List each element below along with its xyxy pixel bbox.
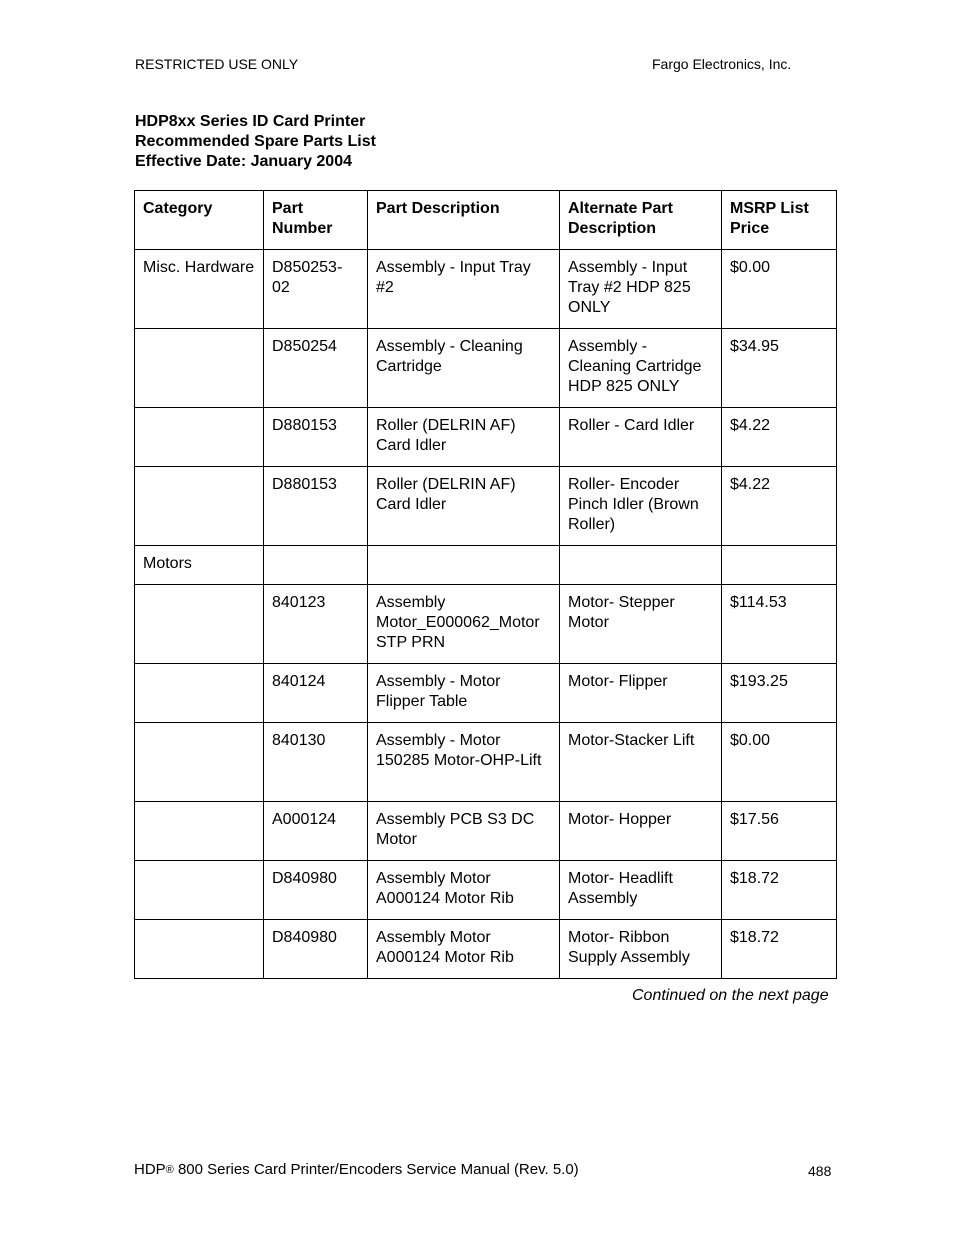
cell-msrp-price: $0.00: [722, 250, 837, 329]
cell-category: [135, 664, 264, 723]
cell-part-description: Roller (DELRIN AF) Card Idler: [368, 408, 560, 467]
footer-manual-name: 800 Series Card Printer/Encoders Service Manual (Rev. 5.0): [173, 1161, 579, 1178]
table-row: [135, 250, 837, 329]
cell-part-description: Assembly Motor A000124 Motor Rib: [368, 861, 560, 920]
title-line-1: HDP8xx Series ID Card Printer: [135, 113, 366, 130]
cell-part-description: Assembly - Input Tray #2: [368, 250, 560, 329]
cell-part-description: Assembly - Motor Flipper Table: [368, 664, 560, 723]
cell-part-number: A000124: [264, 802, 368, 861]
cell-category: [135, 408, 264, 467]
document-title-block: [135, 112, 376, 172]
column-header-part-number: Part Number: [264, 191, 368, 250]
cell-part-description: Assembly Motor A000124 Motor Rib: [368, 920, 560, 979]
page-number: 488: [808, 1163, 832, 1179]
cell-category: [135, 861, 264, 920]
footer-brand: HDP: [134, 1161, 166, 1178]
cell-msrp-price: $0.00: [722, 723, 837, 802]
cell-alternate-description: Motor- Flipper: [560, 664, 722, 723]
cell-msrp-price: $34.95: [722, 329, 837, 408]
cell-alternate-description: Motor- Stepper Motor: [560, 585, 722, 664]
cell-alternate-description: [560, 546, 722, 585]
cell-msrp-price: [722, 546, 837, 585]
cell-part-number: D840980: [264, 920, 368, 979]
column-header-alternate-description: Alternate Part Description: [560, 191, 722, 250]
cell-part-number: 840124: [264, 664, 368, 723]
cell-msrp-price: $18.72: [722, 861, 837, 920]
title-line-3: Effective Date: January 2004: [135, 153, 352, 170]
header-company-name: Fargo Electronics, Inc.: [652, 56, 792, 72]
cell-category: [135, 723, 264, 802]
cell-part-number: D850253-02: [264, 250, 368, 329]
table-header-row: [135, 191, 837, 250]
cell-part-number: 840123: [264, 585, 368, 664]
cell-msrp-price: $4.22: [722, 408, 837, 467]
cell-part-number: 840130: [264, 723, 368, 802]
table-row: [135, 802, 837, 861]
cell-msrp-price: $4.22: [722, 467, 837, 546]
cell-category: [135, 802, 264, 861]
cell-part-description: Assembly - Motor 150285 Motor-OHP-Lift: [368, 723, 560, 802]
cell-category: [135, 467, 264, 546]
table-row: [135, 920, 837, 979]
cell-msrp-price: $193.25: [722, 664, 837, 723]
table-row: [135, 664, 837, 723]
spare-parts-table: [134, 190, 837, 979]
continued-note: Continued on the next page: [632, 987, 829, 1004]
registered-mark: ®: [165, 1164, 174, 1176]
cell-part-number: [264, 546, 368, 585]
cell-part-description: Roller (DELRIN AF) Card Idler: [368, 467, 560, 546]
cell-part-number: D850254: [264, 329, 368, 408]
cell-part-description: [368, 546, 560, 585]
cell-alternate-description: Assembly - Input Tray #2 HDP 825 ONLY: [560, 250, 722, 329]
cell-alternate-description: Motor-Stacker Lift: [560, 723, 722, 802]
cell-category: [135, 329, 264, 408]
table-row: [135, 546, 837, 585]
footer-manual-title: [134, 1161, 579, 1178]
table-row: [135, 329, 837, 408]
cell-msrp-price: $18.72: [722, 920, 837, 979]
column-header-part-description: Part Description: [368, 191, 560, 250]
cell-category: [135, 585, 264, 664]
table-row: [135, 723, 837, 802]
cell-category: Motors: [135, 546, 264, 585]
cell-msrp-price: $17.56: [722, 802, 837, 861]
cell-part-number: D880153: [264, 408, 368, 467]
cell-alternate-description: Roller - Card Idler: [560, 408, 722, 467]
cell-part-description: Assembly PCB S3 DC Motor: [368, 802, 560, 861]
cell-part-number: D880153: [264, 467, 368, 546]
cell-part-description: Assembly Motor_E000062_Motor STP PRN: [368, 585, 560, 664]
cell-alternate-description: Roller- Encoder Pinch Idler (Brown Roller): [560, 467, 722, 546]
table-row: [135, 585, 837, 664]
table-body: [135, 250, 837, 979]
cell-part-description: Assembly - Cleaning Cartridge: [368, 329, 560, 408]
column-header-category: Category: [135, 191, 264, 250]
table-row: [135, 467, 837, 546]
cell-msrp-price: $114.53: [722, 585, 837, 664]
title-line-2: Recommended Spare Parts List: [135, 133, 376, 150]
table-row: [135, 408, 837, 467]
table-row: [135, 861, 837, 920]
header-restricted-notice: RESTRICTED USE ONLY: [135, 56, 299, 72]
cell-alternate-description: Motor- Ribbon Supply Assembly: [560, 920, 722, 979]
cell-part-number: D840980: [264, 861, 368, 920]
cell-alternate-description: Motor- Headlift Assembly: [560, 861, 722, 920]
cell-category: [135, 920, 264, 979]
cell-alternate-description: Assembly - Cleaning Cartridge HDP 825 ONLY: [560, 329, 722, 408]
cell-category: Misc. Hardware: [135, 250, 264, 329]
cell-alternate-description: Motor- Hopper: [560, 802, 722, 861]
column-header-msrp-price: MSRP List Price: [722, 191, 837, 250]
